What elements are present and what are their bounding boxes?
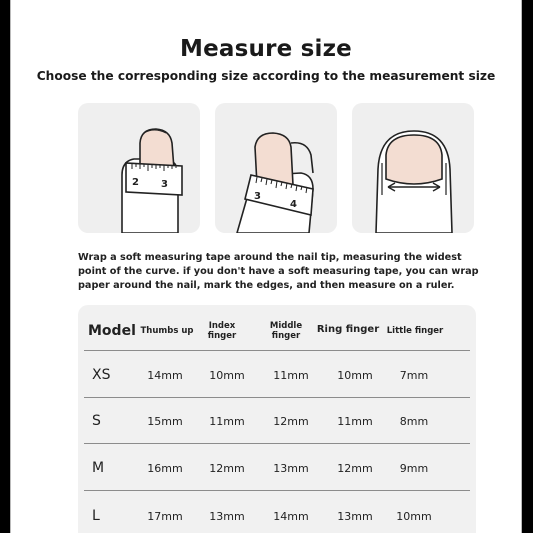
table-cell: 10mm [396, 510, 432, 523]
nail-width-arrow-icon [352, 103, 474, 233]
table-cell: 10mm [209, 369, 245, 382]
table-cell: 11mm [337, 415, 373, 428]
table-cell: 8mm [399, 415, 429, 428]
size-guide-card [10, 0, 522, 533]
header-middle-line1: Middle [269, 321, 303, 331]
tape-number-2: 2 [132, 177, 139, 188]
table-cell: 16mm [147, 462, 183, 475]
header-middle [270, 321, 302, 341]
table-cell: 10mm [337, 369, 373, 382]
finger-tape-wrap-icon [215, 103, 337, 233]
table-cell: 13mm [209, 510, 245, 523]
instruction-line: paper around the nail, mark the edges, and then measure on a ruler. [78, 279, 455, 291]
finger-tape-wrap-illustration [215, 103, 337, 233]
finger-tape-measure-icon [78, 103, 200, 233]
header-model: Model [88, 323, 136, 339]
table-cell: 15mm [147, 415, 183, 428]
table-row-model: M [92, 460, 105, 476]
header-ring: Ring finger [316, 324, 380, 335]
table-cell: 14mm [147, 369, 183, 382]
header-little: Little finger [386, 326, 444, 336]
header-index [208, 321, 236, 341]
instruction-line: point of the curve. if you don't have a soft measuring tape, you can wrap [78, 265, 479, 277]
table-cell: 12mm [337, 462, 373, 475]
header-index-line2: finger [207, 331, 237, 341]
illustration-row [78, 103, 474, 233]
tape-number-3: 3 [254, 191, 261, 202]
table-cell: 9mm [399, 462, 429, 475]
header-thumb: Thumbs up [140, 326, 194, 336]
page-title: Measure size [180, 36, 352, 62]
table-divider [84, 397, 470, 398]
table-row-model: L [92, 508, 100, 524]
table-divider [84, 490, 470, 491]
instruction-line: Wrap a soft measuring tape around the nail tip, measuring the widest [78, 252, 462, 263]
page-subtitle: Choose the corresponding size according to the measurement size [36, 69, 496, 83]
finger-tape-measure-illustration [78, 103, 200, 233]
tape-number-3: 3 [161, 179, 168, 190]
table-cell: 13mm [337, 510, 373, 523]
table-cell: 17mm [147, 510, 183, 523]
table-cell: 12mm [209, 462, 245, 475]
table-divider [84, 443, 470, 444]
table-cell: 14mm [273, 510, 309, 523]
table-row-model: S [92, 413, 101, 429]
nail-width-illustration [352, 103, 474, 233]
header-middle-line2: finger [271, 331, 301, 341]
table-cell: 7mm [399, 369, 429, 382]
table-row-model: XS [92, 367, 111, 383]
table-cell: 13mm [273, 462, 309, 475]
header-index-line1: Index [208, 321, 236, 331]
tape-number-4: 4 [290, 199, 297, 210]
instructions-text [78, 251, 488, 292]
table-cell: 11mm [209, 415, 245, 428]
table-divider [84, 350, 470, 351]
table-cell: 11mm [273, 369, 309, 382]
table-cell: 12mm [273, 415, 309, 428]
